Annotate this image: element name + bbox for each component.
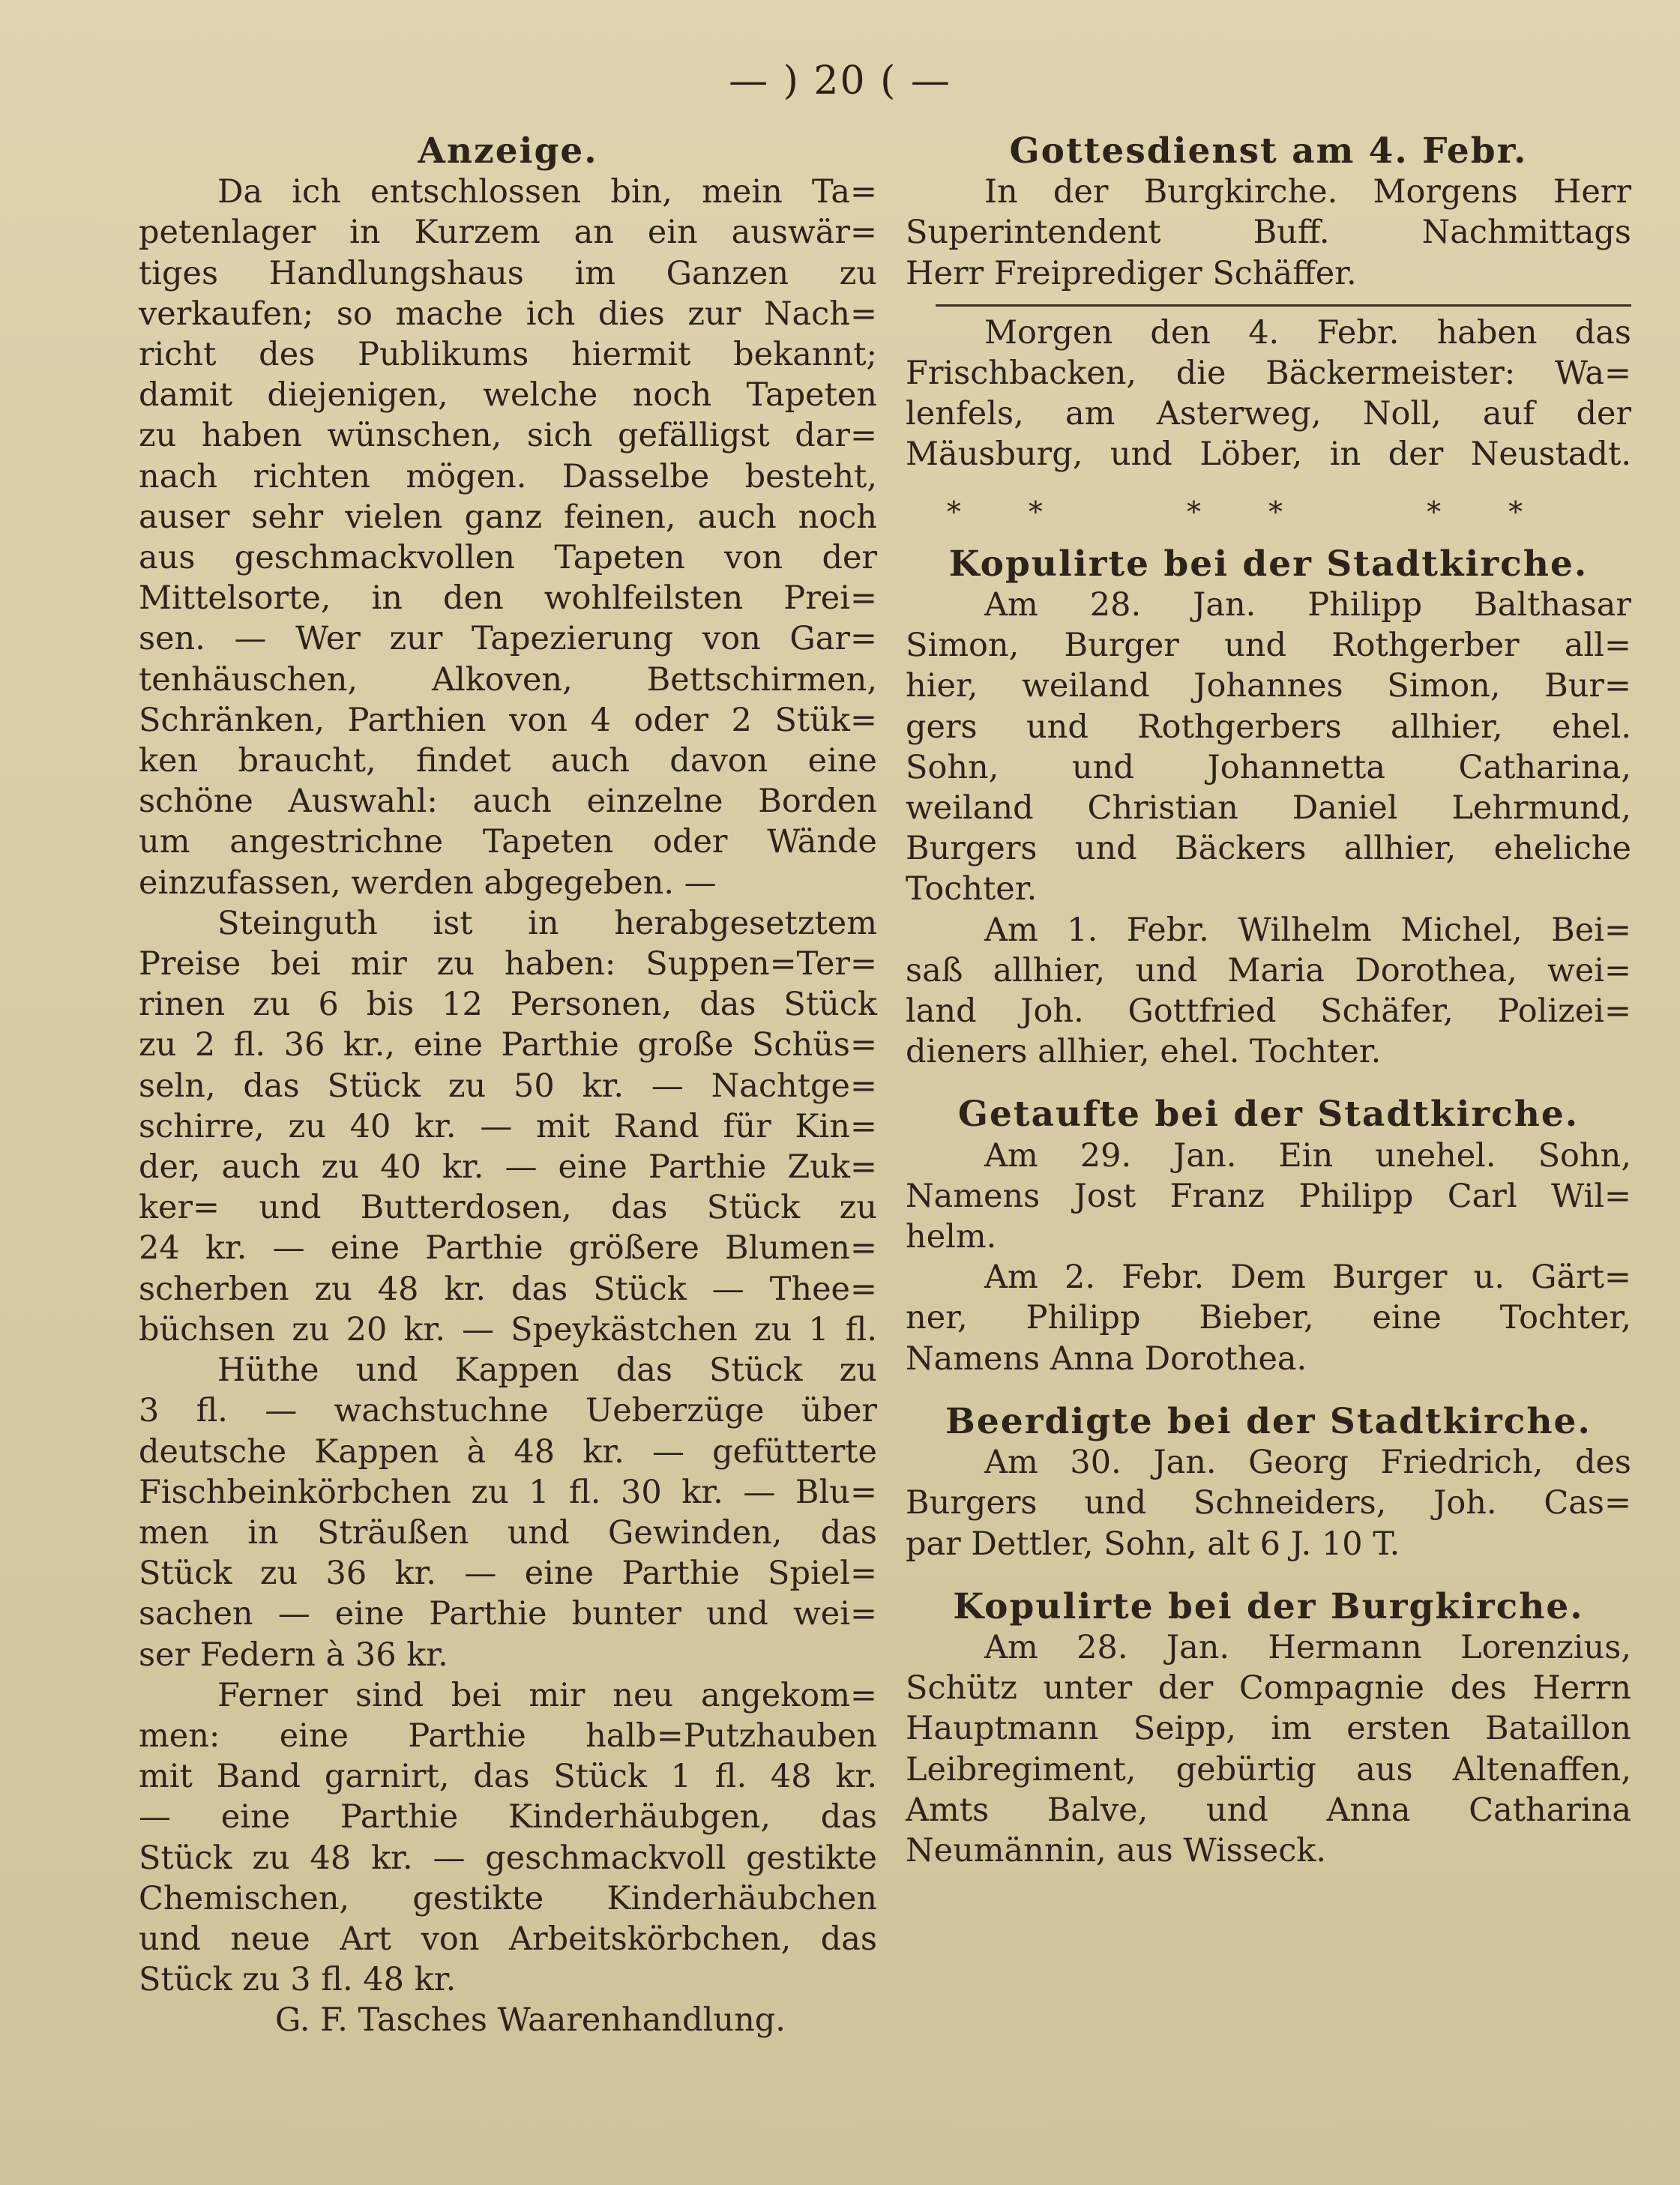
text-line: In der Burgkirche. Morgens Herr (984, 173, 1631, 211)
text-line: sachen — eine Parthie bunter und wei= (139, 1595, 877, 1633)
text-line: Schütz unter der Compagnie des Herrn (906, 1669, 1631, 1708)
text-line: nach richten mögen. Dasselbe besteht, (139, 457, 877, 495)
service-heading: Gottesdienst am 4. Febr. (1009, 130, 1528, 172)
text-line: Mittelsorte, in den wohlfeilsten Prei= (139, 579, 877, 618)
text-line: rinen zu 6 bis 12 Personen, das Stück (139, 986, 877, 1024)
text-line: Stück zu 36 kr. — eine Parthie Spiel= (139, 1555, 877, 1593)
text-line: saß allhier, und Maria Dorothea, wei= (906, 951, 1631, 989)
asterism-divider: ** ** ** (946, 495, 1591, 528)
text-line: Am 28. Jan. Hermann Lorenzius, (984, 1628, 1631, 1666)
text-line: mit Band garnirt, das Stück 1 fl. 48 kr. (139, 1758, 877, 1796)
text-line: land Joh. Gottfried Schäfer, Polizei= (906, 992, 1631, 1031)
text-line: weiland Christian Daniel Lehrmund, (906, 789, 1631, 828)
text-line: Hauptmann Seipp, im ersten Bataillon (906, 1710, 1631, 1748)
text-line: auser sehr vielen ganz feinen, auch noch (139, 498, 877, 536)
text-line: Herr Freiprediger Schäffer. (906, 254, 1357, 292)
text-line: Simon, Burger und Rothgerber all= (906, 627, 1631, 665)
text-line: Namens Anna Dorothea. (906, 1339, 1307, 1378)
text-line: Hüthe und Kappen das Stück zu (217, 1351, 877, 1390)
text-line: Am 30. Jan. Georg Friedrich, des (984, 1444, 1631, 1482)
text-line: Ferner sind bei mir neu angekom= (217, 1676, 877, 1714)
text-line: lenfels, am Asterweg, Noll, auf der (906, 395, 1631, 433)
advertiser-signature: G. F. Tasches Waarenhandlung. (275, 2001, 786, 2040)
text-line: Morgen den 4. Febr. haben das (984, 313, 1631, 352)
text-line: büchsen zu 20 kr. — Speykästchen zu 1 fl. (139, 1310, 877, 1348)
text-line: schöne Auswahl: auch einzelne Borden (139, 783, 877, 821)
text-line: 24 kr. — eine Parthie größere Blumen= (139, 1229, 877, 1268)
text-line: seln, das Stück zu 50 kr. — Nachtge= (139, 1067, 877, 1105)
text-line: zu haben wünschen, sich gefälligst dar= (139, 417, 877, 455)
text-line: helm. (906, 1218, 997, 1256)
text-line: 3 fl. — wachstuchne Ueberzüge über (139, 1392, 877, 1430)
text-line: Am 2. Febr. Dem Burger u. Gärt= (984, 1259, 1631, 1297)
page-number: — ) 20 ( — (729, 58, 951, 103)
married-heading: Kopulirte bei der Stadtkirche. (948, 543, 1589, 585)
text-line: Am 29. Jan. Ein unehel. Sohn, (984, 1136, 1631, 1175)
text-line: um angestrichne Tapeten oder Wände (139, 823, 877, 861)
text-line: par Dettler, Sohn, alt 6 J. 10 T. (906, 1525, 1400, 1563)
text-line: Superintendent Buff. Nachmittags (906, 214, 1631, 252)
right-column (906, 131, 1631, 1871)
text-line: petenlager in Kurzem an ein auswär= (139, 214, 877, 252)
text-line: men in Sträußen und Gewinden, das (139, 1513, 877, 1552)
text-line: Burgers und Bäckers allhier, eheliche (906, 830, 1631, 868)
text-line: Schränken, Parthien von 4 oder 2 Stük= (139, 701, 877, 739)
text-line: scherben zu 48 kr. das Stück — Thee= (139, 1270, 877, 1308)
text-line: sen. — Wer zur Tapezierung von Gar= (139, 620, 877, 658)
text-line: Preise bei mir zu haben: Suppen=Ter= (139, 945, 877, 983)
text-line: verkaufen; so mache ich dies zur Nach= (139, 295, 877, 333)
text-line: gers und Rothgerbers allhier, ehel. (906, 708, 1631, 746)
advertisement-heading: Anzeige. (418, 130, 598, 172)
text-line: Stück zu 48 kr. — geschmackvoll gestikte (139, 1839, 877, 1877)
text-line: Leibregiment, gebürtig aus Altenaffen, (906, 1750, 1631, 1788)
text-line: Da ich entschlossen bin, mein Ta= (217, 173, 877, 211)
text-line: der, auch zu 40 kr. — eine Parthie Zuk= (139, 1148, 877, 1187)
text-line: Am 28. Jan. Philipp Balthasar (984, 586, 1631, 624)
section-rule (936, 304, 1631, 307)
text-line: einzufassen, werden abgegeben. — (139, 864, 717, 902)
castle-church-heading: Kopulirte bei der Burgkirche. (953, 1585, 1584, 1627)
text-line: Tochter. (906, 870, 1038, 908)
text-line: deutsche Kappen à 48 kr. — gefütterte (139, 1432, 877, 1471)
baptized-heading: Getaufte bei der Stadtkirche. (957, 1094, 1580, 1136)
left-column (139, 131, 877, 2041)
text-line: schirre, zu 40 kr. — mit Rand für Kin= (139, 1107, 877, 1145)
text-line: Neumännin, aus Wisseck. (906, 1831, 1326, 1869)
text-line: tenhäuschen, Alkoven, Bettschirmen, (139, 660, 877, 699)
text-line: Mäusburg, und Löber, in der Neustadt. (906, 436, 1631, 474)
text-line: Stück zu 3 fl. 48 kr. (139, 1961, 457, 1999)
buried-heading: Beerdigte bei der Stadtkirche. (945, 1400, 1592, 1442)
text-line: Am 1. Febr. Wilhelm Michel, Bei= (984, 911, 1631, 949)
text-line: richt des Publikums hiermit bekannt; (139, 336, 877, 374)
text-line: Fischbeinkörbchen zu 1 fl. 30 kr. — Blu= (139, 1473, 877, 1511)
text-line: tiges Handlungshaus im Ganzen zu (139, 254, 877, 292)
text-line: ser Federn à 36 kr. (139, 1636, 448, 1674)
text-line: men: eine Parthie halb=Putzhauben (139, 1717, 877, 1755)
text-line: damit diejenigen, welche noch Tapeten (139, 376, 877, 415)
text-line: dieners allhier, ehel. Tochter. (906, 1033, 1382, 1071)
text-line: — eine Parthie Kinderhäubgen, das (139, 1798, 877, 1836)
text-line: hier, weiland Johannes Simon, Bur= (906, 667, 1631, 705)
text-line: ner, Philipp Bieber, eine Tochter, (906, 1299, 1631, 1337)
text-line: zu 2 fl. 36 kr., eine Parthie große Schüs= (139, 1026, 877, 1064)
text-line: Sohn, und Johannetta Catharina, (906, 748, 1631, 786)
text-line: Namens Jost Franz Philipp Carl Wil= (906, 1177, 1631, 1215)
text-line: aus geschmackvollen Tapeten von der (139, 539, 877, 577)
text-line: ken braucht, findet auch davon eine (139, 742, 877, 780)
text-line: Frischbacken, die Bäckermeister: Wa= (906, 355, 1631, 393)
text-line: ker= und Butterdosen, das Stück zu (139, 1189, 877, 1227)
text-line: Amts Balve, und Anna Catharina (906, 1791, 1631, 1829)
text-line: Steinguth ist in herabgesetztem (217, 904, 877, 942)
text-line: Chemischen, gestikte Kinderhäubchen (139, 1879, 877, 1917)
text-line: und neue Art von Arbeitskörbchen, das (139, 1920, 877, 1958)
text-line: Burgers und Schneiders, Joh. Cas= (906, 1484, 1631, 1522)
